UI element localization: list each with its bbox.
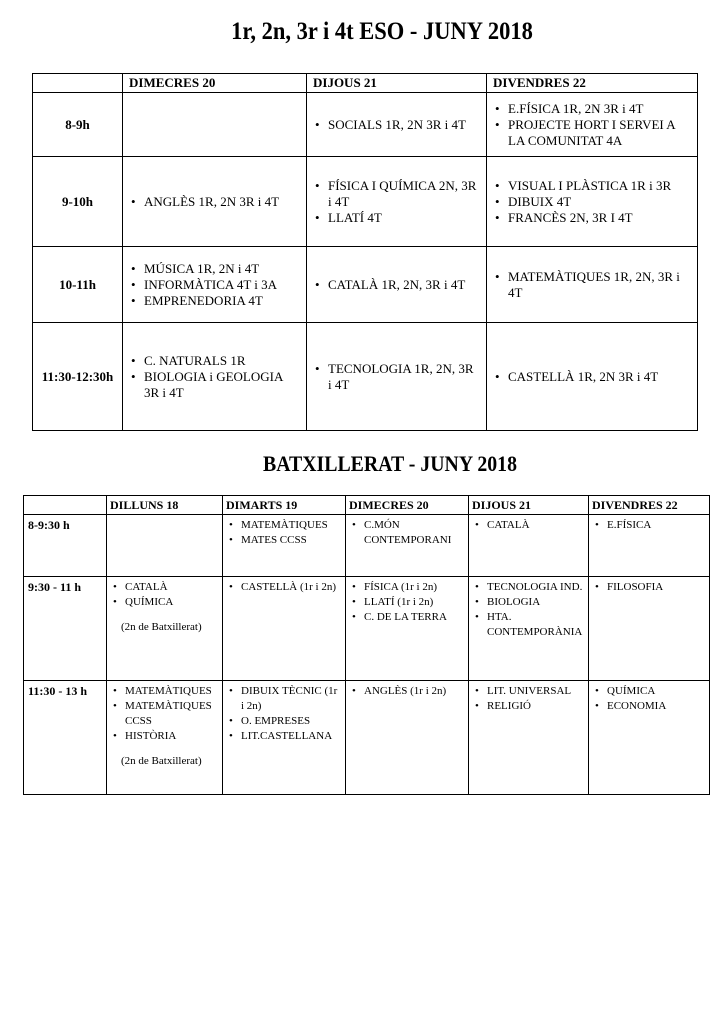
subject-item: • BIOLOGIA xyxy=(475,595,584,610)
schedule-cell xyxy=(346,515,469,577)
table-row xyxy=(33,157,698,247)
subject-item: • HISTÒRIA xyxy=(113,729,218,744)
subject-item: • FÍSICA (1r i 2n) xyxy=(352,580,464,595)
time-slot: 9-10h xyxy=(33,157,123,247)
subject-item: • QUÍMICA xyxy=(595,684,705,699)
subject-item: • LIT.CASTELLANA xyxy=(229,729,341,744)
batxillerat-header-5: DIVENDRES 22 xyxy=(589,496,710,515)
schedule-cell xyxy=(469,577,589,681)
schedule-cell xyxy=(223,577,346,681)
table-row xyxy=(33,323,698,431)
subject-item: • E.FÍSICA 1R, 2N 3R i 4T xyxy=(495,101,691,117)
schedule-cell xyxy=(589,577,710,681)
time-slot: 11:30 - 13 h xyxy=(24,681,107,795)
subject-item: • DIBUIX 4T xyxy=(495,194,691,210)
batxillerat-header-4: DIJOUS 21 xyxy=(469,496,589,515)
batxillerat-header-row xyxy=(24,496,710,515)
subject-item: • CASTELLÀ 1R, 2N 3R i 4T xyxy=(495,369,691,385)
schedule-cell xyxy=(487,247,698,323)
subject-item: • MATES CCSS xyxy=(229,533,341,548)
eso-header-3: DIVENDRES 22 xyxy=(487,74,698,93)
schedule-cell xyxy=(223,515,346,577)
schedule-cell xyxy=(107,515,223,577)
subject-item: • LIT. UNIVERSAL xyxy=(475,684,584,699)
subject-item: • E.FÍSICA xyxy=(595,518,705,533)
schedule-cell xyxy=(589,515,710,577)
schedule-cell xyxy=(107,681,223,795)
time-slot: 11:30-12:30h xyxy=(33,323,123,431)
eso-header-row xyxy=(33,74,698,93)
schedule-cell xyxy=(307,323,487,431)
time-slot: 9:30 - 11 h xyxy=(24,577,107,681)
subject-item: • FÍSICA I QUÍMICA 2N, 3R i 4T xyxy=(315,178,480,210)
subject-item: • C. DE LA TERRA xyxy=(352,610,464,625)
subject-item: • CATALÀ xyxy=(113,580,218,595)
schedule-cell xyxy=(123,157,307,247)
eso-schedule-table xyxy=(32,73,698,431)
eso-header-1: DIMECRES 20 xyxy=(123,74,307,93)
subject-item: • C. NATURALS 1R xyxy=(131,353,300,369)
subject-item: • O. EMPRESES xyxy=(229,714,341,729)
eso-header-0 xyxy=(33,74,123,93)
batxillerat-header-3: DIMECRES 20 xyxy=(346,496,469,515)
subject-item: • CATALÀ xyxy=(475,518,584,533)
subject-item: • INFORMÀTICA 4T i 3A xyxy=(131,277,300,293)
schedule-cell xyxy=(123,93,307,157)
subject-item: • FRANCÈS 2N, 3R I 4T xyxy=(495,210,691,226)
schedule-cell xyxy=(487,157,698,247)
batxillerat-header-0 xyxy=(24,496,107,515)
subject-item: • HTA. CONTEMPORÀNIA xyxy=(475,610,584,640)
cell-note: (2n de Batxillerat) xyxy=(121,755,202,767)
subject-item: • MATEMÀTIQUES xyxy=(113,684,218,699)
schedule-cell xyxy=(307,247,487,323)
subject-item: • SOCIALS 1R, 2N 3R i 4T xyxy=(315,117,480,133)
batxillerat-title: BATXILLERAT - JUNY 2018 xyxy=(263,451,517,476)
table-row xyxy=(24,681,710,795)
subject-item: • LLATÍ (1r i 2n) xyxy=(352,595,464,610)
eso-title: 1r, 2n, 3r i 4t ESO - JUNY 2018 xyxy=(231,18,533,45)
subject-item: • ANGLÈS (1r i 2n) xyxy=(352,684,464,699)
subject-item: • LLATÍ 4T xyxy=(315,210,480,226)
table-row xyxy=(24,577,710,681)
schedule-cell xyxy=(123,247,307,323)
schedule-cell xyxy=(123,323,307,431)
subject-item: • MATEMÀTIQUES xyxy=(229,518,341,533)
subject-item: • TECNOLOGIA IND. xyxy=(475,580,584,595)
table-row xyxy=(24,515,710,577)
schedule-cell xyxy=(307,93,487,157)
schedule-cell xyxy=(469,515,589,577)
subject-item: • MÚSICA 1R, 2N i 4T xyxy=(131,261,300,277)
subject-item: • MATEMÀTIQUES 1R, 2N, 3R i 4T xyxy=(495,269,691,301)
schedule-cell xyxy=(223,681,346,795)
schedule-cell xyxy=(589,681,710,795)
subject-item: • MATEMÀTIQUES CCSS xyxy=(113,699,218,729)
subject-item: • QUÍMICA xyxy=(113,595,218,610)
schedule-cell xyxy=(487,93,698,157)
batxillerat-schedule-table xyxy=(23,495,710,795)
cell-note: (2n de Batxillerat) xyxy=(121,621,202,633)
subject-item: • BIOLOGIA i GEOLOGIA 3R i 4T xyxy=(131,369,300,401)
table-row xyxy=(33,93,698,157)
subject-item: • CATALÀ 1R, 2N, 3R i 4T xyxy=(315,277,480,293)
subject-item: • VISUAL I PLÀSTICA 1R i 3R xyxy=(495,178,691,194)
time-slot: 10-11h xyxy=(33,247,123,323)
subject-item: • ECONOMIA xyxy=(595,699,705,714)
batxillerat-header-2: DIMARTS 19 xyxy=(223,496,346,515)
table-row xyxy=(33,247,698,323)
batxillerat-header-1: DILLUNS 18 xyxy=(107,496,223,515)
subject-item: • DIBUIX TÈCNIC (1r i 2n) xyxy=(229,684,341,714)
subject-item: • RELIGIÓ xyxy=(475,699,584,714)
schedule-cell xyxy=(346,577,469,681)
subject-item: • CASTELLÀ (1r i 2n) xyxy=(229,580,341,595)
subject-item: • ANGLÈS 1R, 2N 3R i 4T xyxy=(131,194,300,210)
schedule-cell xyxy=(107,577,223,681)
schedule-cell xyxy=(307,157,487,247)
subject-item: • C.MÓN CONTEMPORANI xyxy=(352,518,464,548)
subject-item: • PROJECTE HORT I SERVEI A LA COMUNITAT 4A xyxy=(495,117,691,149)
subject-item: • TECNOLOGIA 1R, 2N, 3R i 4T xyxy=(315,361,480,393)
time-slot: 8-9:30 h xyxy=(24,515,107,577)
schedule-cell xyxy=(469,681,589,795)
schedule-cell xyxy=(487,323,698,431)
schedule-cell xyxy=(346,681,469,795)
time-slot: 8-9h xyxy=(33,93,123,157)
subject-item: • FILOSOFIA xyxy=(595,580,705,595)
eso-header-2: DIJOUS 21 xyxy=(307,74,487,93)
subject-item: • EMPRENEDORIA 4T xyxy=(131,293,300,309)
